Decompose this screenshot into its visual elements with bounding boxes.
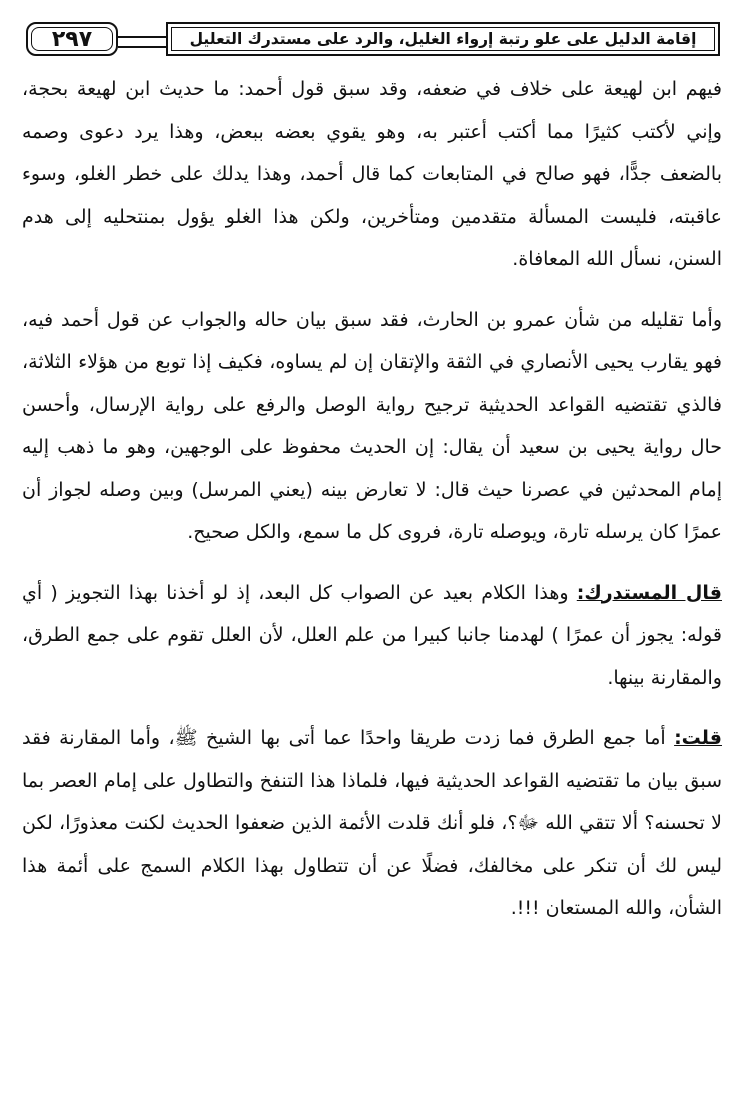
page-header	[18, 22, 718, 62]
paragraph-2	[22, 299, 722, 554]
paragraph-text: وأما تقليله من شأن عمرو بن الحارث، فقد سبق بيان حاله والجواب عن قول أحمد فيه، فهو يقارب يحيى الأنصاري في الثقة والإتقان إن لم يساوه، فكيف إذا توبع من هؤلاء الثلاثة، فالذي تقتضيه القواعد الحديثية ترجيح رواية الوصل والرفع على رواية الإرسال، وأحسن حال رواية يحيى بن سعيد أن يقال: إن الحديث محفوظ على الوجهين، وهو ما ذهب إليه إمام المحدثين في عصرنا حيث قال: لا تعارض بينه (يعني المرسل) وبين وصله لجواز أن عمرًا كان يرسله تارة، ويوصله تارة، فروى كل ما سمع، والكل صحيح.	[22, 308, 722, 543]
page-number: ٢٩٧	[51, 26, 93, 52]
paragraph-4	[22, 717, 722, 930]
paragraph-text: فيهم ابن لهيعة على خلاف في ضعفه، وقد سبق قول أحمد: ما حديث ابن لهيعة بحجة، وإني لأكتب كثيرًا مما أكتب أعتبر به، وهو يقوي بعضه ببعض، وهذا يرد دعوى وصمه بالضعف جدًّا، فهو صالح في المتابعات كما قال أحمد، وهذا يدلك على خطر الغلو، وسوء عاقبته، فليست المسألة متقدمين ومتأخرين، ولكن هذا الغلو يؤول بمنتحليه إلى هدم السنن، نسأل الله المعافاة.	[22, 78, 722, 270]
paragraph-text: أما جمع الطرق فما زدت طريقا واحدًا عما أتى بها الشيخ ﷺ، وأما المقارنة فقد سبق بيان ما تقتضيه القواعد الحديثية فيها، فلماذا هذا التنفخ والتطاول على إمام العصر بما لا تحسنه؟ ألا تتقي الله ﷻ؟، فلو أنك قلدت الأئمة الذين ضعفوا الحديث لكنت معذورًا، لكن ليس لك أن تنكر على مخالفك، فضلًا عن أن تتطاول بهذا الكلام السمج على أئمة هذا الشأن، والله المستعان !!!.	[22, 727, 722, 919]
page-number-frame	[26, 22, 118, 56]
paragraph-1	[22, 68, 722, 281]
running-title-frame	[166, 22, 720, 56]
paragraph-text: وهذا الكلام بعيد عن الصواب كل البعد، إذ لو أخذنا بهذا التجويز ( أي قوله: يجوز أن عمرًا ) لهدمنا جانبا كبيرا من علم العلل، لأن العلل تقوم على جمع الطرق، والمقارنة بينها.	[22, 581, 722, 689]
page-body	[22, 68, 722, 948]
running-title: إقامة الدليل على علو رتبة إرواء الغليل، والرد على مستدرك التعليل	[189, 30, 697, 48]
paragraph-3	[22, 572, 722, 700]
speaker-label-qultu: قلت:	[674, 727, 722, 749]
speaker-label-mustadrik: قال المستدرك:	[576, 581, 722, 604]
header-double-rule	[118, 36, 166, 48]
